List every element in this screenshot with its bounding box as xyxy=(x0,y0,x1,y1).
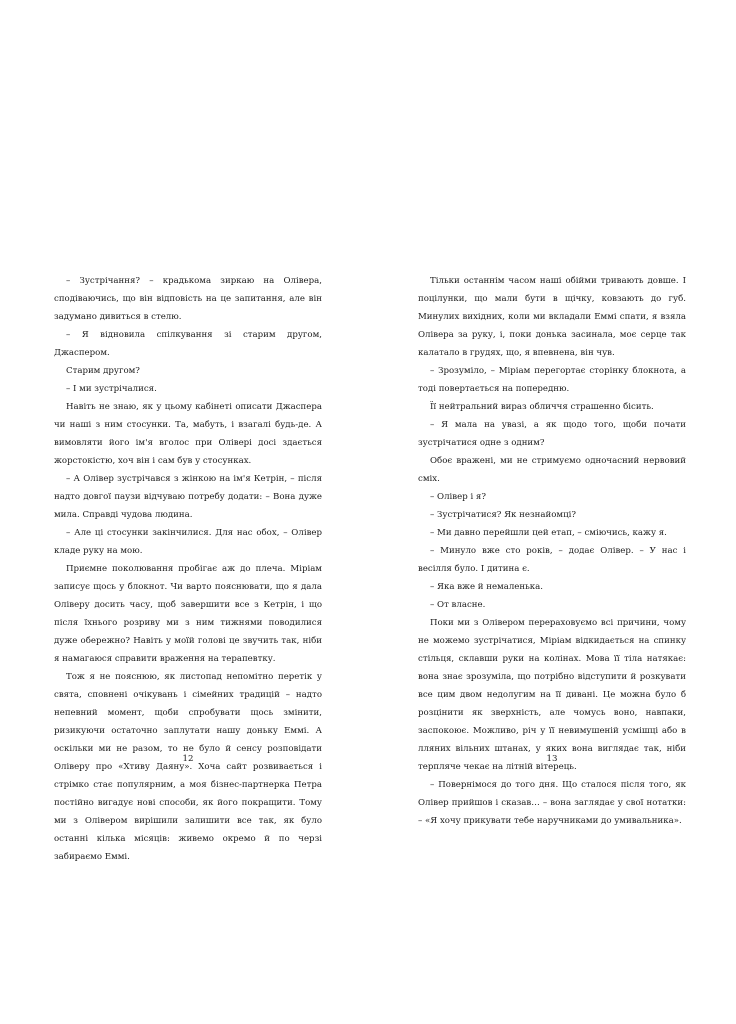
paragraph: – Повернімося до того дня. Що сталося після того, як Олівер прийшов і сказав… – вона заглядає у свої нотатки: – «Я хочу прикувати тебе наручниками до умивальника». xyxy=(418,780,686,826)
paragraph: Тож я не пояснюю, як листопад непомітно перетік у свята, сповнені очікувань і сімейних традицій – надто непевний момент, щоби спробувати щось змінити, ризикуючи остаточно заплутати нашу доньку Еммі. А оскільки ми не разом, то не було й сенсу розповідати Оліверу про «Хтиву Даяну». Хоча сайт розвивається і стрімко стає популярним, а моя бізнес-партнерка Петра постійно вигадує нові способи, як його покращити. Тому ми з Олівером вирішили залишити все так, як було останні кілька місяців: живемо окремо й по черзі забираємо Еммі. xyxy=(54,672,322,862)
paragraph: – Зустрічатися? Як незнайомці? xyxy=(430,510,576,520)
page-number-left: 12 xyxy=(182,754,194,764)
paragraph: – Я відновила спілкування зі старим другом, Джаспером. xyxy=(54,330,322,358)
paragraph: Старим другом? xyxy=(66,366,140,376)
paragraph: – Зустрічання? – крадькома зиркаю на Олівера, сподіваючись, що він відповість на це запитання, але він задумано дивиться в стелю. xyxy=(54,276,322,322)
paragraph: – Але ці стосунки закінчилися. Для нас обох, – Олівер кладе руку на мою. xyxy=(54,528,322,556)
paragraph: Навіть не знаю, як у цьому кабінеті описати Джаспера чи наші з ним стосунки. Та, мабуть, і взагалі будь-де. А вимовляти його ім'я вголос при Олівері досі здається жорстокістю, хоч він і сам був у стосунках. xyxy=(54,402,322,466)
paragraph: – От власне. xyxy=(430,600,486,610)
paragraph: – Я мала на увазі, а як щодо того, щоби почати зустрічатися одне з одним? xyxy=(418,420,686,448)
paragraph: – А Олівер зустрічався з жінкою на ім'я Кетрін, – після надто довгої паузи відчуваю потребу додати: – Вона дуже мила. Справді чудова людина. xyxy=(54,474,322,520)
left-page xyxy=(54,272,322,866)
paragraph: – І ми зустрічалися. xyxy=(66,384,157,394)
page-number-right: 13 xyxy=(546,754,558,764)
paragraph: Поки ми з Олівером перераховуємо всі причини, чому не можемо зустрічатися, Міріам відкидається на спинку стільця, склавши руки на колінах. Мова її тіла натякає: вона знає зрозуміла, що потрібно відступити й розкувати все цим двом недолугим на її дивані. Це можна було б розцінити як зверхність, але чомусь воно, навпаки, заспокоює. Можливо, річ у її невимушеній усмішці або в лляних вільних штанах, у яких вона виглядає так, ніби терпляче чекає на літній вітерець. xyxy=(418,618,686,772)
paragraph: – Яка вже й немаленька. xyxy=(430,582,544,592)
paragraph: Її нейтральний вираз обличчя страшенно бісить. xyxy=(430,402,654,412)
paragraph: – Минуло вже сто років, – додає Олівер. – У нас і весілля було. І дитина є. xyxy=(418,546,686,574)
right-page xyxy=(418,272,686,830)
paragraph: – Зрозуміло, – Міріам перегортає сторінку блокнота, а тоді повертається на попередню. xyxy=(418,366,686,394)
paragraph: Тільки останнім часом наші обійми тривають довше. І поцілунки, що мали бути в щічку, ковзають до губ. Минулих вихідних, коли ми вкладали Еммі спати, я взяла Олівера за руку, і, поки донька засинала, моє серце так калатало в грудях, що, я впевнена, він чув. xyxy=(418,276,686,358)
paragraph: Обоє вражені, ми не стримуємо одночасний нервовий сміх. xyxy=(418,456,686,484)
paragraph: – Ми давно перейшли цей етап, – сміючись, кажу я. xyxy=(430,528,667,538)
paragraph: – Олівер і я? xyxy=(430,492,486,502)
paragraph: Приємне поколювання пробігає аж до плеча. Міріам записує щось у блокнот. Чи варто пояснювати, що я дала Оліверу досить часу, щоб завершити все з Кетрін, і що після їхнього розриву ми з ним тижнями поводилися дуже обережно? Навіть у моїй голові це звучить так, ніби я намагаюся справити враження на терапевтку. xyxy=(54,564,322,664)
